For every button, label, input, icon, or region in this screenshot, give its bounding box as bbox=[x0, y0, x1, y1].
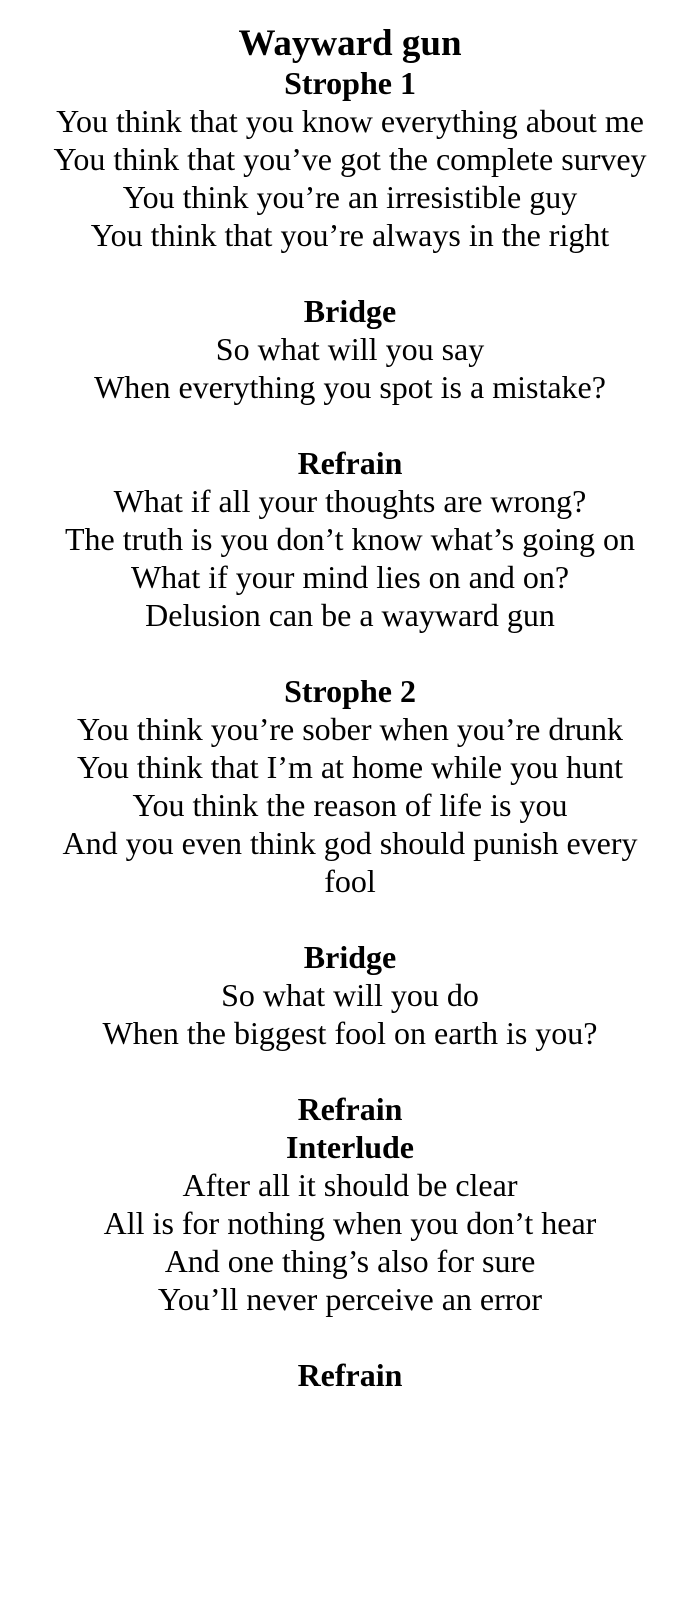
lyric-line: So what will you do bbox=[221, 977, 479, 1013]
lyric-line: What if all your thoughts are wrong? bbox=[113, 483, 587, 519]
lyric-line: You’ll never perceive an error bbox=[157, 1281, 543, 1317]
song-title: Wayward gun bbox=[238, 23, 462, 64]
lyrics-section bbox=[0, 292, 700, 406]
section-heading: Refrain bbox=[297, 1357, 403, 1393]
section-heading: Interlude bbox=[286, 1129, 414, 1165]
lyric-line: When everything you spot is a mistake? bbox=[94, 369, 606, 405]
lyric-line: You think that you know everything about me bbox=[56, 103, 644, 139]
lyrics-section bbox=[0, 64, 700, 254]
lyric-line: You think you’re an irresistible guy bbox=[122, 179, 578, 215]
lyric-line: The truth is you don’t know what’s going on bbox=[64, 521, 636, 557]
lyric-line: You think that I’m at home while you hunt bbox=[76, 749, 624, 785]
section-heading: Strophe 1 bbox=[284, 65, 416, 101]
lyric-line: You think that you’ve got the complete survey bbox=[53, 141, 647, 177]
section-lines bbox=[40, 976, 660, 1052]
lyric-line: Delusion can be a wayward gun bbox=[145, 597, 555, 633]
lyric-line: You think that you’re always in the right bbox=[90, 217, 610, 253]
lyric-line: So what will you say bbox=[215, 331, 485, 367]
lyric-line: After all it should be clear bbox=[182, 1167, 518, 1203]
lyrics-section bbox=[0, 672, 700, 900]
section-lines bbox=[40, 482, 660, 634]
lyric-line: And you even think god should punish every fool bbox=[62, 825, 638, 899]
section-lines bbox=[40, 102, 660, 254]
lyrics-section bbox=[0, 1128, 700, 1318]
section-heading: Strophe 2 bbox=[284, 673, 416, 709]
lyrics-section bbox=[0, 938, 700, 1052]
lyric-line: You think the reason of life is you bbox=[132, 787, 568, 823]
section-heading: Refrain bbox=[297, 1091, 403, 1127]
lyrics-section bbox=[0, 1356, 700, 1394]
lyric-line: You think you’re sober when you’re drunk bbox=[77, 711, 623, 747]
lyric-line: And one thing’s also for sure bbox=[164, 1243, 536, 1279]
lyrics-body bbox=[0, 64, 700, 1394]
lyric-line: All is for nothing when you don’t hear bbox=[103, 1205, 597, 1241]
section-lines bbox=[40, 330, 660, 406]
lyric-line: What if your mind lies on and on? bbox=[130, 559, 570, 595]
lyrics-section bbox=[0, 1090, 700, 1128]
section-heading: Bridge bbox=[303, 293, 397, 329]
section-lines bbox=[40, 1166, 660, 1318]
section-heading: Bridge bbox=[303, 939, 397, 975]
section-heading: Refrain bbox=[297, 445, 403, 481]
section-lines bbox=[40, 710, 660, 900]
lyrics-section bbox=[0, 444, 700, 634]
lyric-line: When the biggest fool on earth is you? bbox=[102, 1015, 598, 1051]
